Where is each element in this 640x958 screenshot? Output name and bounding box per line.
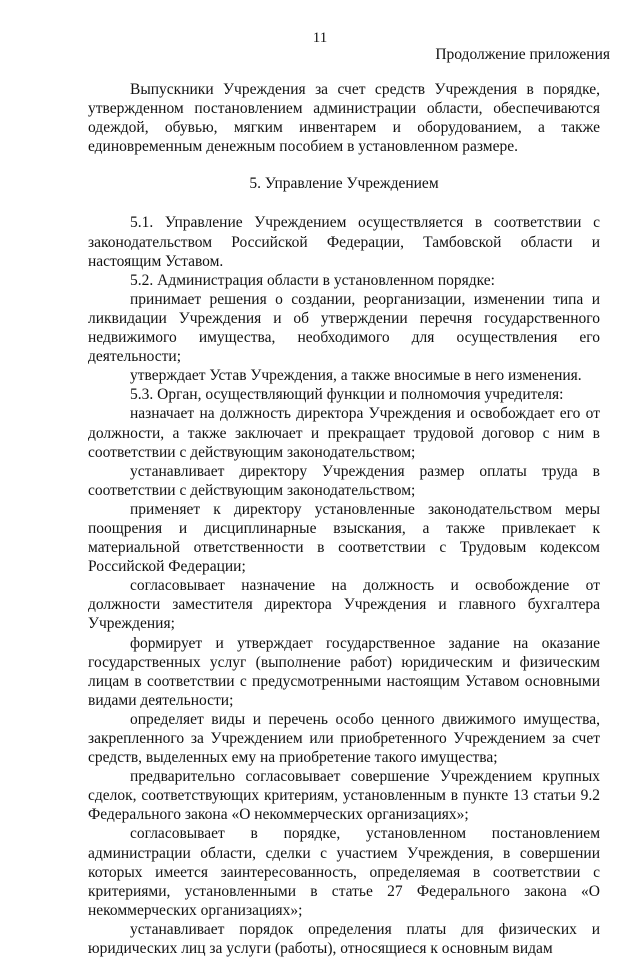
intro-paragraph: Выпускники Учреждения за счет средств Учреждения в порядке, утвержденном постановлением администрации области, обеспечиваются одеждой, обувью, мягким инвентарем и оборудованием, а также единовременным денежным пособием в установленном размере. — [88, 81, 600, 156]
paragraph: применяет к директору установленные законодательством меры поощрения и дисциплинарные взыскания, а также привлекает к материальной ответственности в соответствии с Трудовым кодексом Российской Федерации; — [88, 500, 600, 576]
paragraph: формирует и утверждает государственное задание на оказание государственных услуг (выполнение работ) юридическим и физическим лицам в соответствии с предусмотренными настоящим Уставом основными видами деятельности; — [88, 634, 600, 709]
section-title: 5. Управление Учреждением — [249, 175, 439, 193]
paragraph: согласовывает назначение на должность и освобождение от должности заместителя директора Учреждения и главного бухгалтера Учреждения; — [88, 577, 600, 633]
paragraph: устанавливает порядок определения платы для физических и юридических лиц за услуги (работы), относящиеся к основным видам — [88, 920, 600, 958]
paragraph: определяет виды и перечень особо ценного движимого имущества, закрепленного за Учреждением или приобретенного Учреждением за счет средств, выделенных ему на приобретение такого имущества; — [88, 710, 600, 767]
paragraph: устанавливает директору Учреждения размер оплаты труда в соответствии с действующим законодательством; — [88, 462, 600, 499]
continuation-header: Продолжение приложения — [435, 46, 610, 63]
paragraph: 5.1. Управление Учреждением осуществляется в соответствии с законодательством Российской Федерации, Тамбовской области и настоящим Уставом. — [88, 214, 600, 270]
paragraph: 5.3. Орган, осуществляющий функции и полномочия учредителя: — [130, 386, 564, 404]
document-body — [88, 80, 600, 958]
paragraph: утверждает Устав Учреждения, а также вносимые в него изменения. — [130, 367, 582, 385]
page-number: 11 — [312, 30, 328, 46]
paragraph: предварительно согласовывает совершение Учреждением крупных сделок, соответствующих критериям, установленным в пункте 13 статьи 9.2 Федерального закона «О некоммерческих организациях»; — [88, 768, 600, 824]
paragraph: назначает на должность директора Учреждения и освобождает его от должности, а также заключает и прекращает трудовой договор с ним в соответствии с действующим законодательством; — [88, 405, 600, 461]
paragraph: согласовывает в порядке, установленном постановлением администрации области, сделки с участием Учреждения, в совершении которых имеется заинтересованность, определяемая в соответствии с критериями, установленными в статье 27 Федерального закона «О некоммерческих организациях»; — [88, 825, 600, 919]
paragraph: принимает решения о создании, реорганизации, изменении типа и ликвидации Учреждения и об утверждении перечня государственного недвижимого имущества, необходимого для осуществления его деятельности; — [88, 290, 600, 366]
paragraph: 5.2. Администрация области в установленном порядке: — [130, 271, 495, 289]
